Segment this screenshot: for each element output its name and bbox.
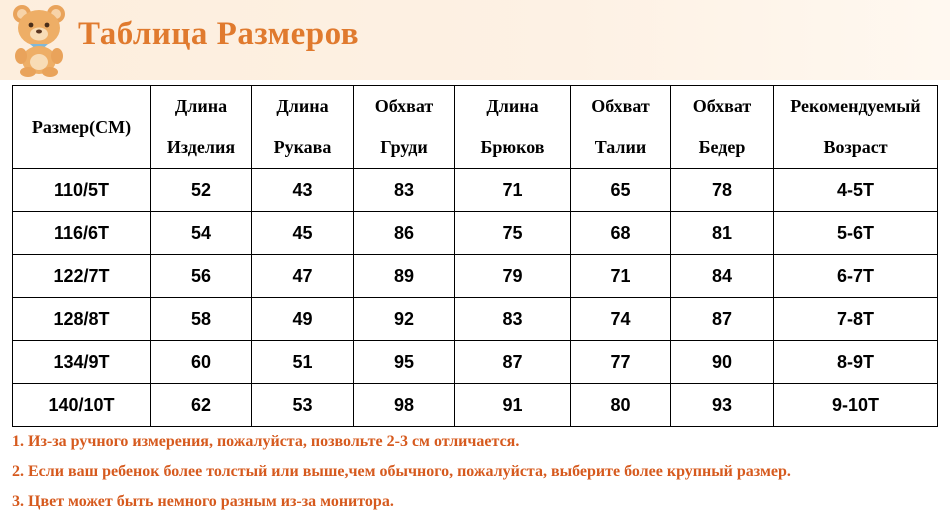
column-header-pants-length: Длина Брюков [455, 86, 571, 169]
cell-sleeve: 49 [252, 298, 354, 341]
teddy-bear-icon [8, 2, 70, 78]
size-chart-table [12, 85, 938, 427]
cell-size: 116/6T [13, 212, 151, 255]
cell-age: 8-9T [774, 341, 938, 384]
table-row [13, 341, 938, 384]
cell-hips: 81 [671, 212, 774, 255]
column-header-chest: Обхват Груди [354, 86, 455, 169]
table-row [13, 384, 938, 427]
cell-pants-length: 91 [455, 384, 571, 427]
cell-sleeve: 53 [252, 384, 354, 427]
note-2: 2. Если ваш ребенок более толстый или выше,чем обычного, пожалуйста, выберите более крупный размер. [12, 463, 791, 480]
cell-waist: 65 [571, 169, 671, 212]
cell-age: 6-7T [774, 255, 938, 298]
column-header-length: Длина Изделия [151, 86, 252, 169]
cell-length: 58 [151, 298, 252, 341]
cell-age: 5-6T [774, 212, 938, 255]
cell-length: 62 [151, 384, 252, 427]
cell-hips: 87 [671, 298, 774, 341]
cell-hips: 84 [671, 255, 774, 298]
cell-size: 122/7T [13, 255, 151, 298]
column-header-age: Рекомендуемый Возраст [774, 86, 938, 169]
column-header-sleeve: Длина Рукава [252, 86, 354, 169]
header-banner [0, 0, 950, 80]
cell-waist: 71 [571, 255, 671, 298]
note-1: 1. Из-за ручного измерения, пожалуйста, позвольте 2-3 см отличается. [12, 433, 520, 450]
cell-pants-length: 87 [455, 341, 571, 384]
cell-size: 134/9T [13, 341, 151, 384]
table-body [13, 169, 938, 427]
cell-length: 60 [151, 341, 252, 384]
cell-sleeve: 47 [252, 255, 354, 298]
table-row [13, 298, 938, 341]
cell-chest: 89 [354, 255, 455, 298]
cell-chest: 86 [354, 212, 455, 255]
cell-size: 140/10T [13, 384, 151, 427]
cell-length: 52 [151, 169, 252, 212]
cell-waist: 68 [571, 212, 671, 255]
cell-length: 56 [151, 255, 252, 298]
cell-size: 110/5T [13, 169, 151, 212]
cell-length: 54 [151, 212, 252, 255]
cell-chest: 95 [354, 341, 455, 384]
cell-hips: 90 [671, 341, 774, 384]
column-header-size: Размер(CM) [13, 86, 151, 169]
cell-sleeve: 43 [252, 169, 354, 212]
cell-age: 9-10T [774, 384, 938, 427]
table-row [13, 255, 938, 298]
cell-waist: 74 [571, 298, 671, 341]
cell-waist: 80 [571, 384, 671, 427]
cell-chest: 98 [354, 384, 455, 427]
cell-chest: 92 [354, 298, 455, 341]
cell-sleeve: 45 [252, 212, 354, 255]
cell-chest: 83 [354, 169, 455, 212]
cell-pants-length: 71 [455, 169, 571, 212]
cell-size: 128/8T [13, 298, 151, 341]
page-title: Таблица Размеров [78, 16, 360, 52]
note-3: 3. Цвет может быть немного разным из-за монитора. [12, 493, 394, 510]
cell-age: 4-5T [774, 169, 938, 212]
cell-age: 7-8T [774, 298, 938, 341]
column-header-waist: Обхват Талии [571, 86, 671, 169]
cell-hips: 78 [671, 169, 774, 212]
cell-hips: 93 [671, 384, 774, 427]
table-header-row [13, 86, 938, 169]
cell-pants-length: 83 [455, 298, 571, 341]
cell-pants-length: 79 [455, 255, 571, 298]
cell-sleeve: 51 [252, 341, 354, 384]
column-header-hips: Обхват Бедер [671, 86, 774, 169]
cell-waist: 77 [571, 341, 671, 384]
table-row [13, 212, 938, 255]
notes-section [12, 430, 947, 520]
table-row [13, 169, 938, 212]
cell-pants-length: 75 [455, 212, 571, 255]
